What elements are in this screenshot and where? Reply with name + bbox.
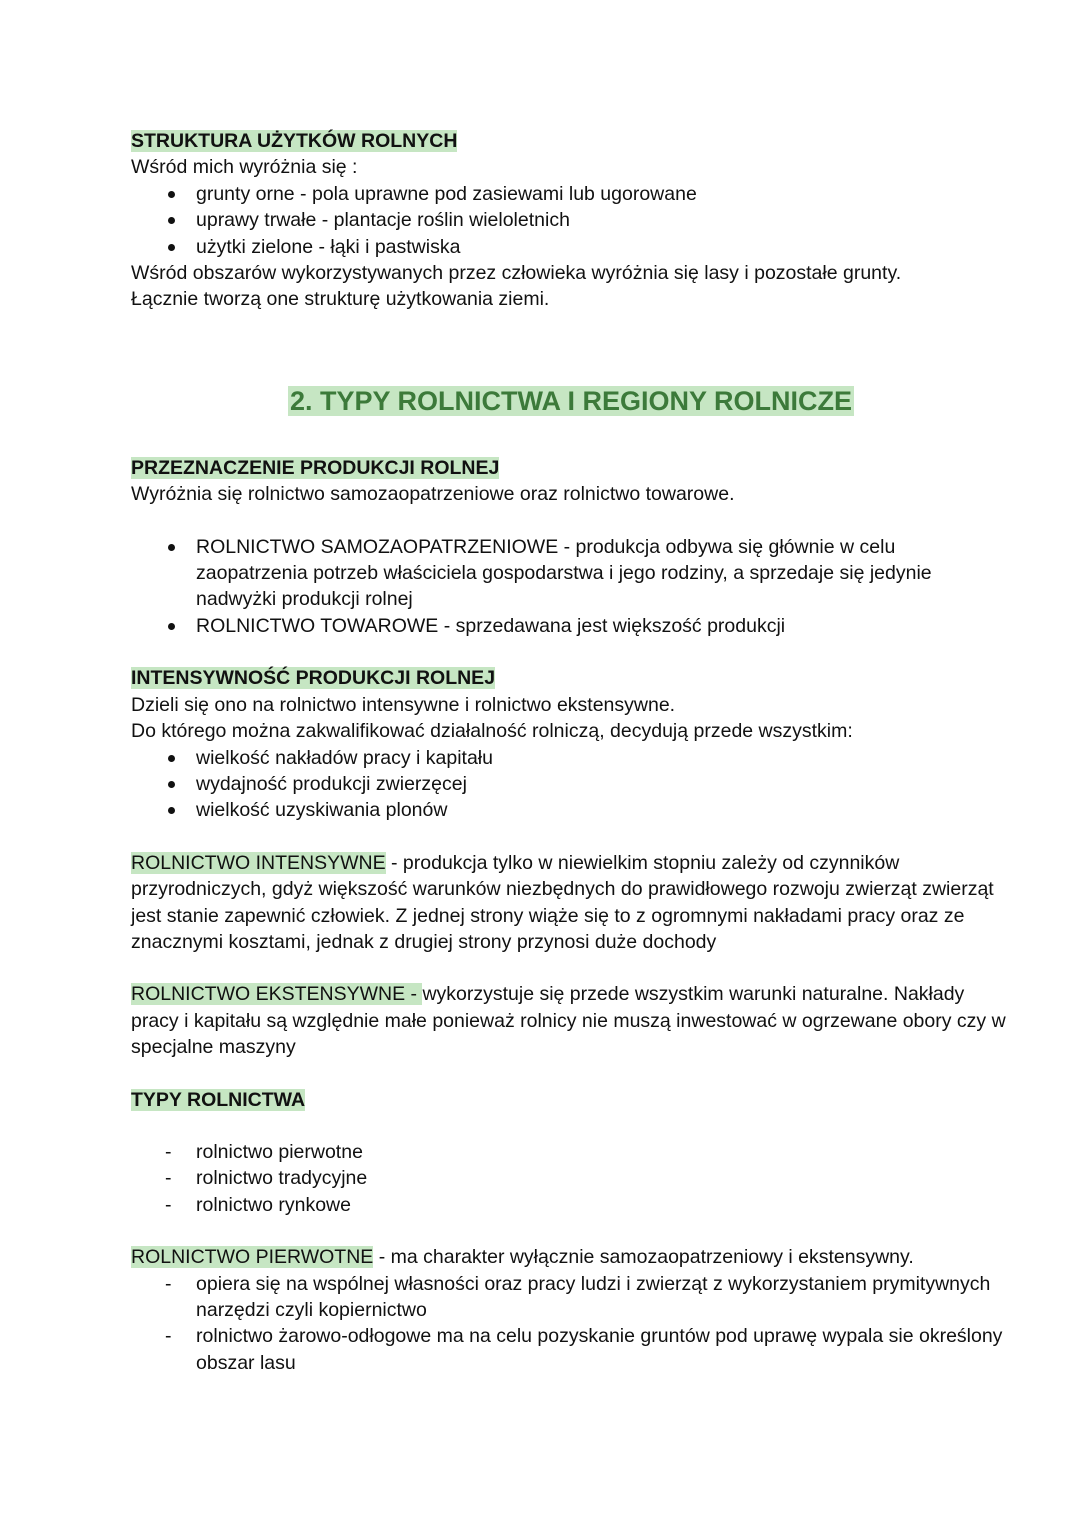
list-item: uprawy trwałe - plantacje roślin wieloletnich [131, 207, 1011, 233]
section-heading-structure: STRUKTURA UŻYTKÓW ROLNYCH [131, 130, 458, 152]
list-item: wielkość uzyskiwania plonów [131, 797, 1011, 823]
section-heading-intensity: INTENSYWNOŚĆ PRODUKCJI ROLNEJ [131, 667, 496, 690]
list-item: - rolnictwo rynkowe [131, 1192, 1011, 1218]
paragraph-extensive: ROLNICTWO EKSTENSYWNE - wykorzystuje się przede wszystkim warunki naturalne. Nakłady pracy i kapitału są względnie małe ponieważ rolnicy nie muszą inwestować w ogrzewane obory czy w specjalne maszyny [131, 983, 1006, 1059]
section3-intro-2: Do którego można zakwalifikować działalność rolniczą, decydują przede wszystkim: [131, 720, 853, 743]
paragraph-intensive: ROLNICTWO INTENSYWNE - produkcja tylko w niewielkim stopniu zależy od czynników przyrodniczych, gdyż większość warunków niezbędnych do prawidłowego rozwoju zwierząt zwierząt jest stanie zapewnić człowiek. Z jednej strony wiąże się to z ogromnymi nakładami pracy oraz ze znacznymi kosztami, jednak z drugiej strony przynosi duże dochody [131, 851, 994, 953]
dash-list-primitive [131, 1271, 1011, 1377]
list-item: wydajność produkcji zwierzęcej [131, 771, 1011, 797]
section1-outro-2: Łącznie tworzą one strukturę użytkowania ziemi. [131, 288, 550, 311]
bullet-list-land-types [131, 181, 1011, 260]
document-page [131, 128, 1011, 1376]
list-item: ROLNICTWO SAMOZAOPATRZENIOWE - produkcja odbywa się głównie w celu zaopatrzenia potrzeb właściciela gospodarstwa i jego rodziny, a sprzedaje się jedynie nadwyżki produkcji rolnej [131, 534, 1011, 613]
bullet-list-production-purpose [131, 534, 1011, 640]
list-item: grunty orne - pola uprawne pod zasiewami lub ugorowane [131, 181, 1011, 207]
section1-outro-1: Wśród obszarów wykorzystywanych przez człowieka wyróżnia się lasy i pozostałe grunty. [131, 262, 902, 285]
term-intensive: ROLNICTWO INTENSYWNE [131, 851, 386, 874]
list-item: wielkość nakładów pracy i kapitału [131, 745, 1011, 771]
section1-intro: Wśród mich wyróżnia się : [131, 156, 358, 179]
list-item: - opiera się na wspólnej własności oraz pracy ludzi i zwierząt z wykorzystaniem prymitywnych narzędzi czyli kopiernictwo [131, 1271, 1011, 1324]
section-heading-purpose: PRZEZNACZENIE PRODUKCJI ROLNEJ [131, 456, 500, 479]
list-item: użytki zielone - łąki i pastwiska [131, 234, 1011, 260]
term-extensive: ROLNICTWO EKSTENSYWNE - [131, 983, 423, 1006]
list-item: - rolnictwo żarowo-odłogowe ma na celu pozyskanie gruntów pod uprawę wypala sie określony obszar lasu [131, 1323, 1011, 1376]
chapter-title: 2. TYPY ROLNICTWA I REGIONY ROLNICZE [289, 385, 853, 416]
section3-intro-1: Dzieli się ono na rolnictwo intensywne i rolnictwo ekstensywne. [131, 693, 676, 716]
section2-intro: Wyróżnia się rolnictwo samozaopatrzeniowe oraz rolnictwo towarowe. [131, 483, 735, 506]
list-item: ROLNICTWO TOWAROWE - sprzedawana jest większość produkcji [131, 613, 1011, 639]
paragraph-primitive: ROLNICTWO PIERWOTNE - ma charakter wyłącznie samozaopatrzeniowy i ekstensywny. [131, 1246, 914, 1269]
list-item: - rolnictwo pierwotne [131, 1139, 1011, 1165]
section-heading-types: TYPY ROLNICTWA [131, 1088, 306, 1111]
bullet-list-factors [131, 745, 1011, 824]
list-item: - rolnictwo tradycyjne [131, 1165, 1011, 1191]
dash-list-types [131, 1139, 1011, 1218]
term-primitive: ROLNICTWO PIERWOTNE [131, 1246, 374, 1269]
